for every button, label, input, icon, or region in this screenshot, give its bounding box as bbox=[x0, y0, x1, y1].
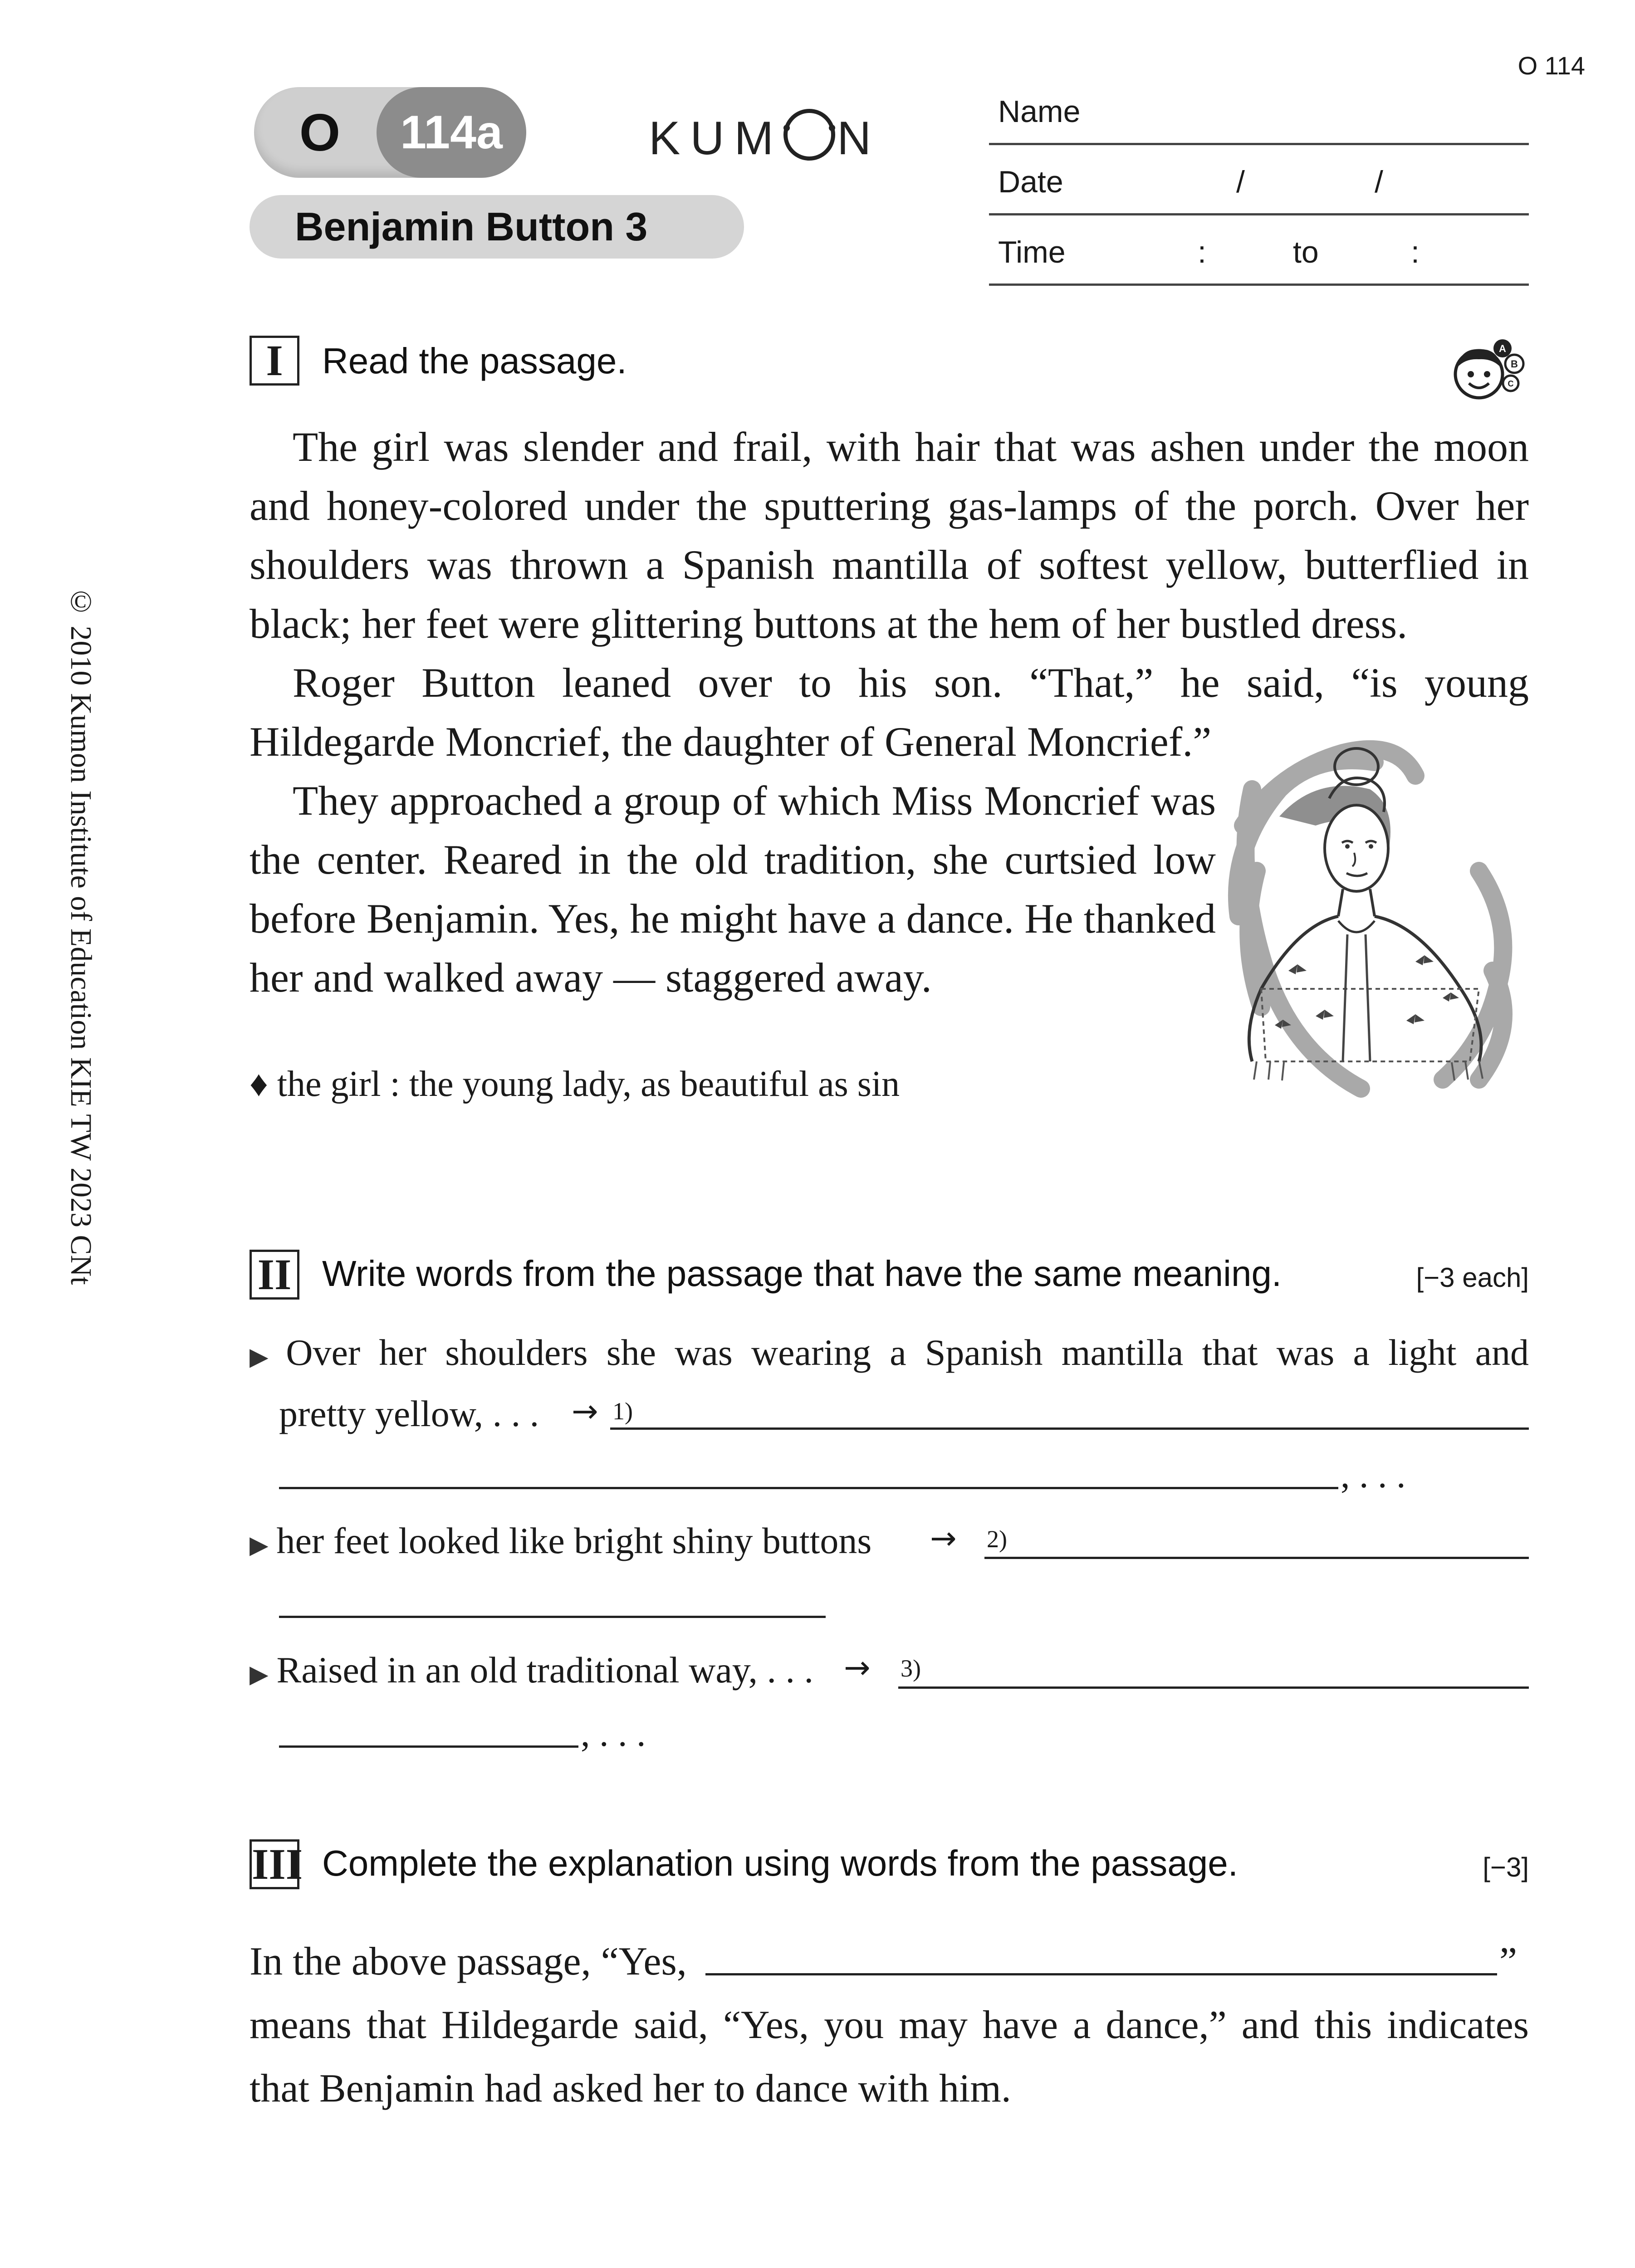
date-label: Date bbox=[998, 165, 1063, 199]
name-label: Name bbox=[998, 94, 1081, 129]
passage-paragraph-2: Roger Button leaned over to his son. “That,” he said, “is young Hildegarde Moncrief, the daughter of General Moncrief.” bbox=[250, 660, 1529, 765]
answer-3-input-line-1[interactable] bbox=[898, 1686, 1529, 1689]
worksheet-title: Benjamin Button 3 bbox=[250, 195, 744, 259]
level-badge bbox=[254, 87, 526, 178]
abc-mascot-icon bbox=[1447, 336, 1529, 404]
question-3-text: Raised in an old traditional way, . . . bbox=[276, 1649, 813, 1691]
answer-3-input-line-2[interactable] bbox=[279, 1745, 578, 1748]
question-1-line-1 bbox=[250, 1331, 1529, 1374]
section-3-instruction: Complete the explanation using words from the passage. bbox=[322, 1843, 1238, 1883]
svg-text:A: A bbox=[1499, 343, 1506, 354]
date-separator: / bbox=[1375, 165, 1383, 199]
level-number: 114a bbox=[377, 87, 526, 178]
question-1-line-2: pretty yellow, . . . bbox=[279, 1393, 539, 1434]
time-colon: : bbox=[1198, 235, 1206, 269]
date-separator: / bbox=[1236, 165, 1245, 199]
answer-2-input-line-1[interactable] bbox=[984, 1557, 1529, 1559]
question-2-text: her feet looked like bright shiny buttons bbox=[276, 1520, 872, 1561]
svg-text:C: C bbox=[1508, 379, 1514, 388]
explanation-start: In the above passage, “Yes, bbox=[250, 1940, 687, 1984]
time-to-label: to bbox=[1293, 235, 1319, 269]
arrow-icon: → bbox=[930, 1520, 957, 1557]
brand-text-end: N bbox=[837, 112, 881, 165]
answer-2-input-line-2[interactable] bbox=[279, 1616, 826, 1618]
passage-paragraph-1: The girl was slender and frail, with hair that was ashen under the moon and honey-colored under the sputtering gas-lamps of the porch. Over her shoulders was thrown a Spanish mantilla of softest yellow, butterflied in black; her feet were glittering buttons at the hem of her bustled dress. bbox=[250, 424, 1529, 647]
answer-1-tail: , . . . bbox=[1341, 1454, 1406, 1496]
date-field[interactable] bbox=[989, 147, 1529, 215]
section-3-points: [−3] bbox=[1483, 1852, 1529, 1882]
brand-logo bbox=[649, 109, 881, 166]
explanation-answer-input[interactable] bbox=[705, 1973, 1497, 1975]
answer-2-number: 2) bbox=[987, 1525, 1007, 1553]
section-marker-3: III bbox=[250, 1839, 299, 1889]
copyright-notice: © 2010 Kumon Institute of Education KIE TW 2023 CNt bbox=[64, 585, 98, 1285]
section-2-instruction: Write words from the passage that have the same meaning. bbox=[322, 1253, 1282, 1294]
question-2-line bbox=[250, 1520, 871, 1562]
lady-in-mantilla-illustration bbox=[1225, 735, 1524, 1098]
section-marker-1: I bbox=[250, 336, 299, 386]
level-letter: O bbox=[299, 103, 341, 162]
time-field[interactable] bbox=[989, 218, 1529, 286]
brand-text-start: KUM bbox=[649, 112, 784, 165]
arrow-icon: → bbox=[572, 1393, 598, 1430]
explanation-close-quote: ” bbox=[1499, 1940, 1518, 1984]
answer-1-input-line-1[interactable] bbox=[610, 1427, 1529, 1430]
triangle-bullet-icon: ▶ bbox=[250, 1342, 278, 1371]
section-marker-2: II bbox=[250, 1250, 299, 1300]
answer-3-number: 3) bbox=[901, 1655, 921, 1682]
smile-face-icon bbox=[783, 109, 835, 161]
explanation-line-3: that Benjamin had asked her to dance with him. bbox=[250, 2067, 1011, 2111]
question-3-line bbox=[250, 1649, 813, 1691]
answer-1-input-line-2[interactable] bbox=[279, 1487, 1338, 1489]
time-label: Time bbox=[998, 235, 1066, 269]
vocabulary-note: ♦ the girl : the young lady, as beautiful as sin bbox=[250, 1064, 900, 1104]
section-2-points: [−3 each] bbox=[1416, 1262, 1529, 1293]
time-colon: : bbox=[1411, 235, 1420, 269]
triangle-bullet-icon: ▶ bbox=[250, 1530, 269, 1559]
passage-paragraph-3: They approached a group of which Miss Moncrief was the center. Reared in the old tradition, she curtsied low before Benjamin. Yes, he might have a dance. He thanked her and walked away — staggered away. bbox=[250, 777, 1216, 1001]
answer-3-tail: , . . . bbox=[581, 1713, 646, 1754]
page-code: O 114 bbox=[1518, 51, 1585, 80]
explanation-line-2: means that Hildegarde said, “Yes, you may have a dance,” and this indicates bbox=[250, 2003, 1529, 2047]
answer-1-number: 1) bbox=[612, 1398, 633, 1425]
name-field[interactable] bbox=[989, 77, 1529, 145]
section-1-instruction: Read the passage. bbox=[322, 341, 627, 381]
triangle-bullet-icon: ▶ bbox=[250, 1660, 269, 1688]
arrow-icon: → bbox=[844, 1649, 871, 1686]
question-1-text: Over her shoulders she was wearing a Spanish mantilla that was a light and bbox=[286, 1332, 1529, 1373]
explanation-line-1 bbox=[250, 1930, 1529, 1994]
svg-text:B: B bbox=[1511, 358, 1518, 370]
